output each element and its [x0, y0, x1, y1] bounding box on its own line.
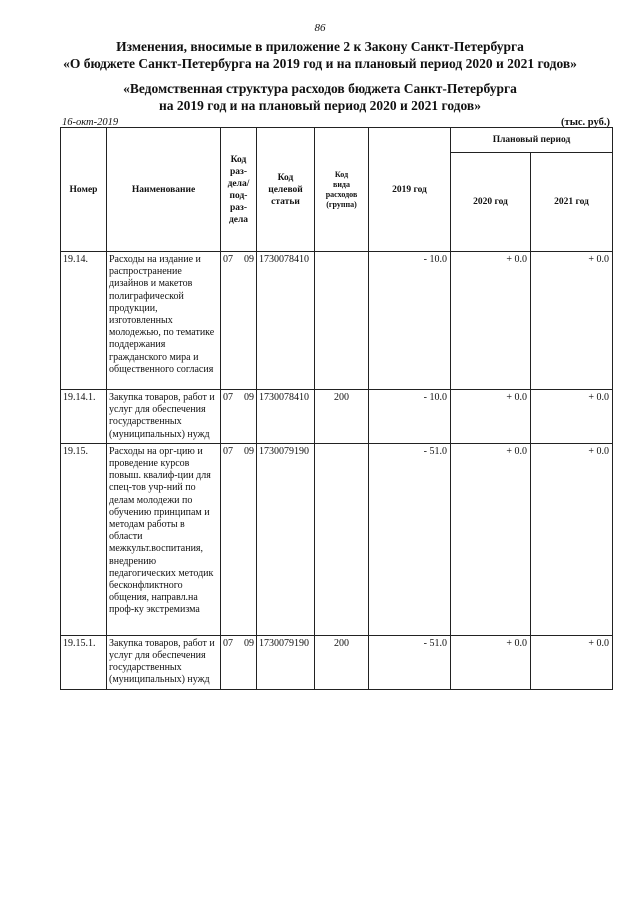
title-line-2: «О бюджете Санкт-Петербурга на 2019 год и на плановый период 2020 и 2021 годов»: [63, 56, 577, 71]
row-section: [221, 635, 257, 689]
row-type: [315, 443, 369, 635]
row-2020: + 0.0: [451, 252, 531, 390]
subsection-code: 09: [244, 637, 254, 649]
row-type: [315, 252, 369, 390]
table-row: [61, 443, 613, 635]
table-row: [61, 635, 613, 689]
section-code: 07: [223, 637, 233, 649]
table-title: [0, 80, 640, 114]
column-header-section: [221, 128, 257, 252]
section-header-line: дела/: [227, 178, 250, 189]
document-title: [0, 38, 640, 72]
row-2021: + 0.0: [531, 390, 613, 444]
column-header-number: Номер: [61, 128, 107, 252]
row-2019: - 10.0: [369, 252, 451, 390]
row-number: 19.15.: [61, 443, 107, 635]
subsection-code: 09: [244, 392, 254, 403]
type-header-line: (группа): [326, 199, 357, 209]
row-2019: - 51.0: [369, 443, 451, 635]
type-header-line: вида: [333, 179, 350, 189]
row-section: [221, 252, 257, 390]
row-target: 1730078410: [257, 390, 315, 444]
target-header-line: целевой: [268, 184, 303, 195]
column-header-planned-period: Плановый период: [451, 128, 613, 153]
row-target: 1730079190: [257, 443, 315, 635]
title-line-1: Изменения, вносимые в приложение 2 к Закону Санкт-Петербурга: [116, 39, 524, 54]
row-2021: + 0.0: [531, 443, 613, 635]
column-header-expense-type: [315, 128, 369, 252]
row-2021: + 0.0: [531, 252, 613, 390]
row-name: Закупка товаров, работ и услуг для обеспечения государственных (муниципальных) нужд: [107, 635, 221, 689]
row-section: [221, 390, 257, 444]
target-header-line: Код: [277, 172, 294, 183]
row-number: 19.15.1.: [61, 635, 107, 689]
target-header-line: статьи: [271, 196, 300, 207]
budget-table: [60, 127, 613, 690]
row-2021: + 0.0: [531, 635, 613, 689]
row-type: 200: [315, 390, 369, 444]
section-code: 07: [223, 445, 233, 457]
row-target: 1730079190: [257, 635, 315, 689]
row-name: Закупка товаров, работ и услуг для обеспечения государственных (муниципальных) нужд: [107, 390, 221, 444]
type-header-line: Код: [334, 169, 349, 179]
row-name: Расходы на орг-цию и проведение курсов повыш. квалиф-ции для спец-тов учр-ний по делам молодежи по обучению принципам и методам работы в области межкульт.воспитания, внедрению педагогических методик бесконфликтного общения, направл.на проф-ку экстремизма: [107, 443, 221, 635]
row-2019: - 51.0: [369, 635, 451, 689]
row-2020: + 0.0: [451, 443, 531, 635]
column-header-2020: 2020 год: [451, 153, 531, 252]
row-target: 1730078410: [257, 252, 315, 390]
section-header-line: под-: [229, 190, 248, 201]
page-number: 86: [314, 22, 326, 34]
column-header-target: [257, 128, 315, 252]
section-header-line: раз-: [229, 166, 247, 177]
column-header-2019: 2019 год: [369, 128, 451, 252]
units-label: (тыс. руб.): [561, 117, 610, 128]
section-header-line: Код: [230, 154, 247, 165]
column-header-name: Наименование: [107, 128, 221, 252]
title-line-4: на 2019 год и на плановый период 2020 и 2021 годов»: [159, 98, 481, 113]
row-number: 19.14.1.: [61, 390, 107, 444]
row-2020: + 0.0: [451, 635, 531, 689]
title-line-3: «Ведомственная структура расходов бюджета Санкт-Петербурга: [123, 81, 517, 96]
row-section: [221, 443, 257, 635]
row-number: 19.14.: [61, 252, 107, 390]
type-header-line: расходов: [325, 189, 358, 199]
table-row: [61, 252, 613, 390]
section-code: 07: [223, 254, 233, 265]
subsection-code: 09: [244, 445, 254, 457]
row-2019: - 10.0: [369, 390, 451, 444]
document-date: 16-окт-2019: [62, 117, 119, 128]
subsection-code: 09: [244, 254, 254, 265]
section-code: 07: [223, 392, 233, 403]
column-header-2021: 2021 год: [531, 153, 613, 252]
table-row: [61, 390, 613, 444]
section-header-line: раз-: [229, 202, 247, 213]
row-2020: + 0.0: [451, 390, 531, 444]
row-type: 200: [315, 635, 369, 689]
section-header-line: дела: [228, 214, 249, 225]
header-row: [61, 128, 613, 153]
row-name: Расходы на издание и распространение дизайнов и макетов полиграфической продукции, изготовленных молодежью, по тематике поддержания гражданского мира и общественного согласия: [107, 252, 221, 390]
